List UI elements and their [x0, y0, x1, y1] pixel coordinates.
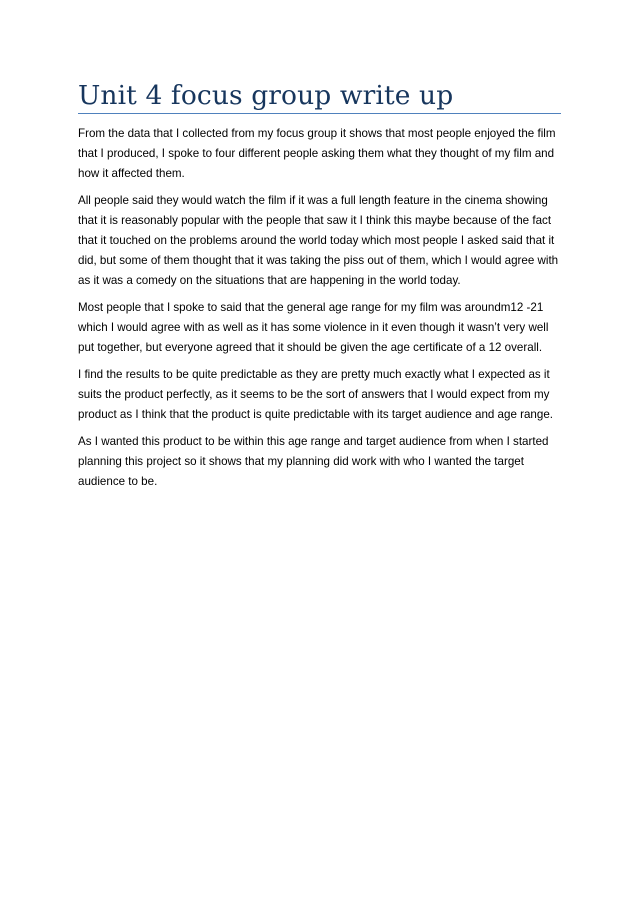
paragraph: I find the results to be quite predictable as they are pretty much exactly what I expected as it suits the product perfectly, as it seems to be the sort of answers that I would expect from my product as I think that the product is quite predictable with its target audience and age range. — [78, 368, 553, 421]
document-body — [78, 124, 562, 499]
paragraph: Most people that I spoke to said that the general age range for my film was aroundm12 -21 which I would agree with as well as it has some violence in it even though it wasn’t very well put together, but everyone agreed that it should be given the age certificate of a 12 overall. — [78, 301, 549, 354]
title-underline-rule — [78, 113, 561, 114]
document-title: Unit 4 focus group write up — [78, 80, 454, 111]
paragraph: From the data that I collected from my focus group it shows that most people enjoyed the film that I produced, I spoke to four different people asking them what they thought of my film and how it affected them. — [78, 127, 556, 180]
paragraph: All people said they would watch the film if it was a full length feature in the cinema showing that it is reasonably popular with the people that saw it I think this maybe because of the fact that it touched on the problems around the world today which most people I asked said that it did, but some of them thought that it was taking the piss out of them, which I would agree with as it was a comedy on the situations that are happening in the world today. — [78, 194, 559, 287]
paragraph: As I wanted this product to be within this age range and target audience from when I started planning this project so it shows that my planning did work with who I wanted the target audience to be. — [78, 435, 549, 488]
